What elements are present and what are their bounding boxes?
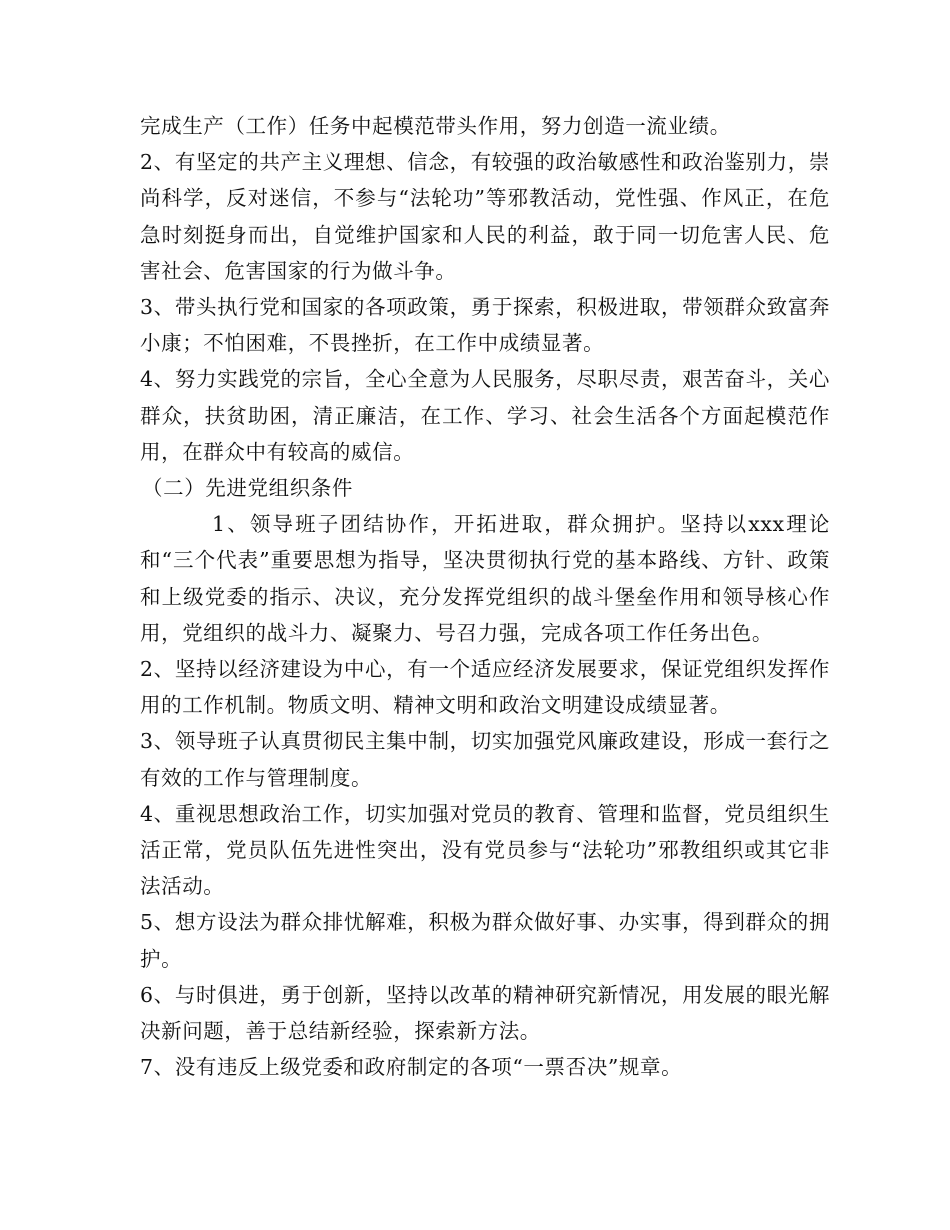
paragraph-item-4: 4、努力实践党的宗旨，全心全意为人民服务，尽职尽责，艰苦奋斗，关心群众，扶贫助困，清正廉洁，在工作、学习、社会生活各个方面起模范作用，在群众中有较高的威信。 (140, 367, 830, 464)
paragraph-continuation: 完成生产（工作）任务中起模范带头作用，努力创造一流业绩。 (140, 114, 731, 138)
document-body (140, 108, 830, 1085)
section-paragraph-item-5: 5、想方设法为群众排忧解难，积极为群众做好事、办实事，得到群众的拥护。 (140, 910, 830, 971)
paragraph-item-2: 2、有坚定的共产主义理想、信念，有较强的政治敏感性和政治鉴别力，崇尚科学，反对迷信，不参与“法轮功”等邪教活动，党性强、作风正，在危急时刻挺身而出，自觉维护国家和人民的利益，敢于同一切危害人民、危害社会、危害国家的行为做斗争。 (140, 150, 830, 283)
section-paragraph-item-2: 2、坚持以经济建设为中心，有一个适应经济发展要求，保证党组织发挥作用的工作机制。物质文明、精神文明和政治文明建设成绩显著。 (140, 657, 830, 718)
section-paragraph-item-6: 6、与时俱进，勇于创新，坚持以改革的精神研究新情况，用发展的眼光解决新问题，善于总结新经验，探索新方法。 (140, 982, 830, 1044)
section-paragraph-item-3: 3、领导班子认真贯彻民主集中制，切实加强党风廉政建设，形成一套行之有效的工作与管理制度。 (140, 729, 830, 790)
section-paragraph-item-4: 4、重视思想政治工作，切实加强对党员的教育、管理和监督，党员组织生活正常，党员队伍先进性突出，没有党员参与“法轮功”邪教组织或其它非法活动。 (140, 801, 830, 899)
section-heading: （二）先进党组织条件 (142, 476, 353, 501)
section-paragraph-item-7: 7、没有违反上级党委和政府制定的各项“一票否决”规章。 (140, 1055, 683, 1080)
section-paragraph-item-1: 1、领导班子团结协作，开拓进取，群众拥护。坚持以xxx理论和“三个代表”重要思想为指导，坚决贯彻执行党的基本路线、方针、政策和上级党委的指示、决议，充分发挥党组织的战斗堡垒作用和领导核心作用，党组织的战斗力、凝聚力、号召力强，完成各项工作任务出色。 (140, 512, 830, 645)
paragraph-item-3: 3、带头执行党和国家的各项政策，勇于探索，积极进取，带领群众致富奔小康；不怕困难，不畏挫折，在工作中成绩显著。 (140, 295, 830, 356)
